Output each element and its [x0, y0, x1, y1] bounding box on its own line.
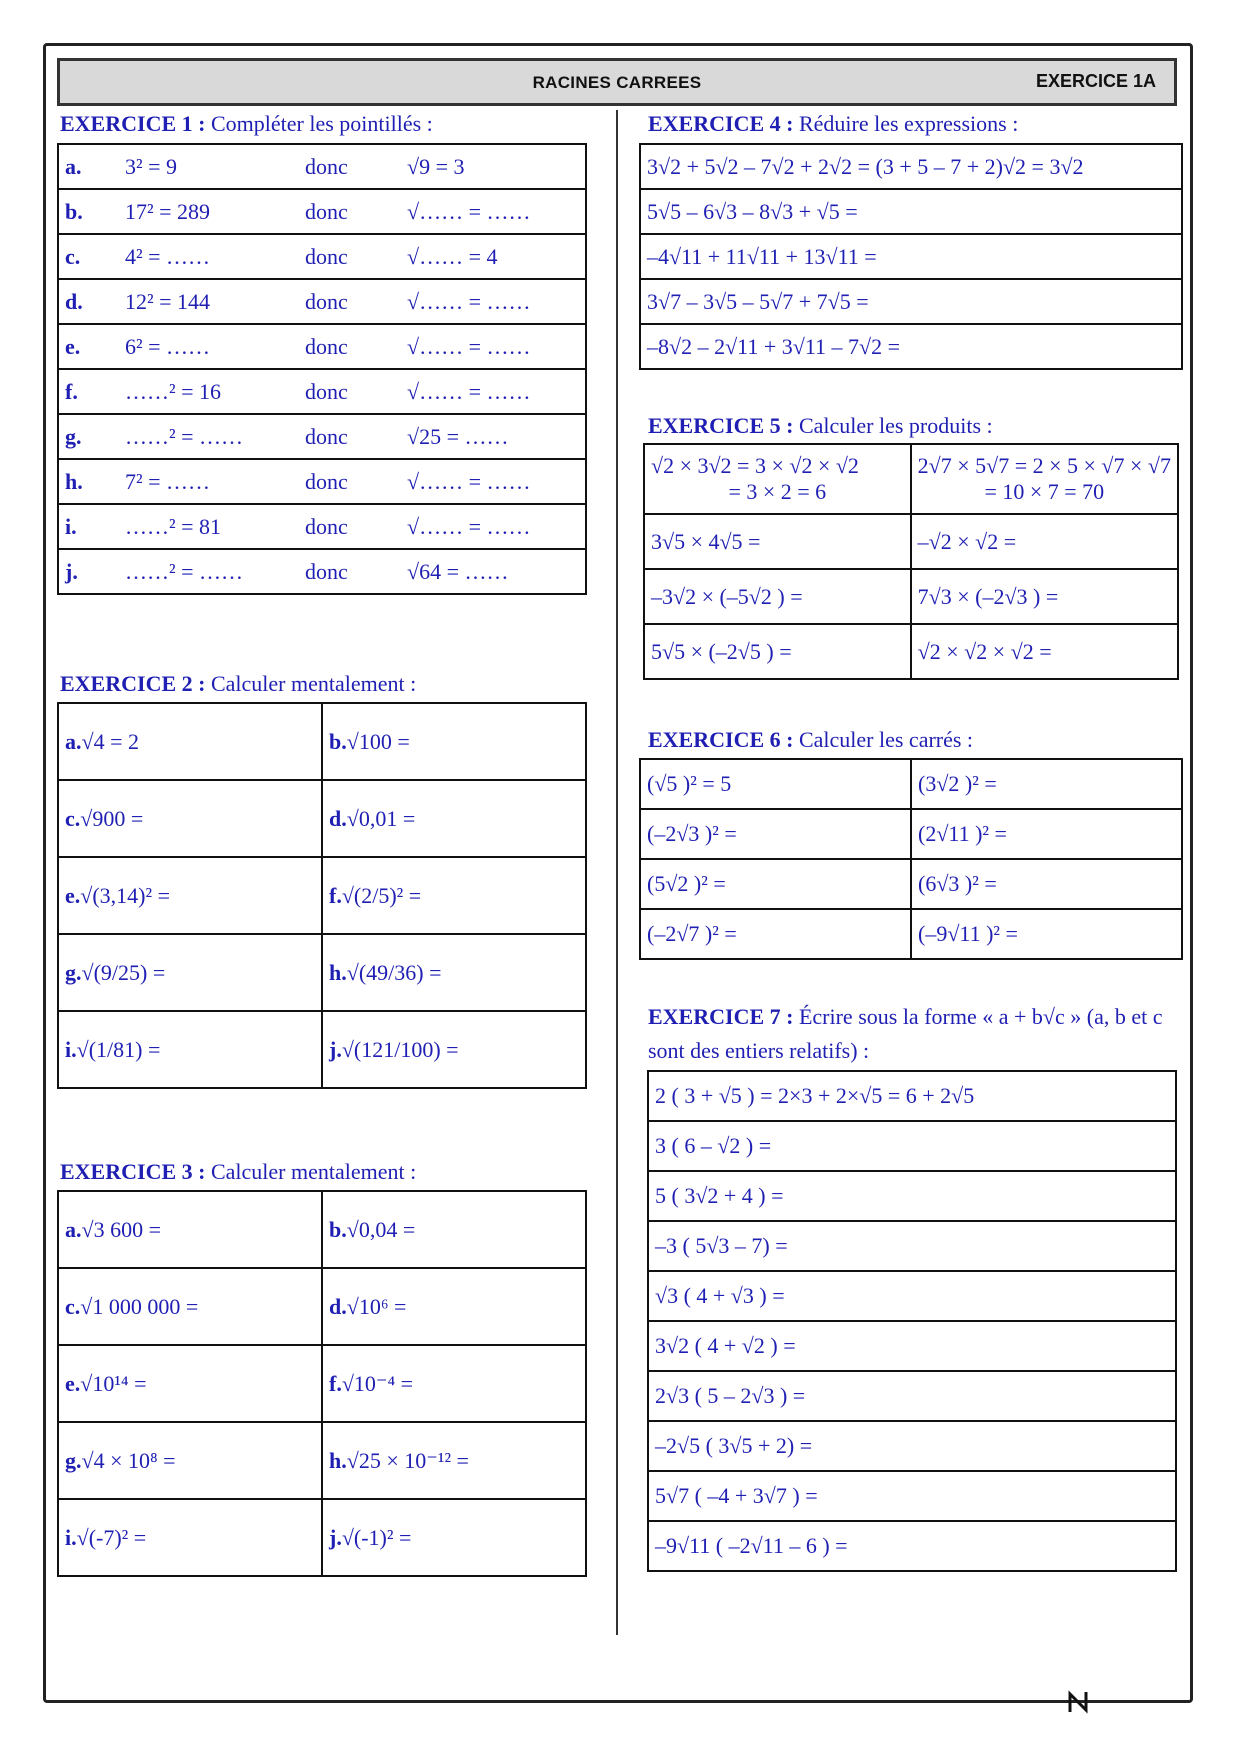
ex2-cell [322, 857, 586, 934]
ex2-cell [322, 703, 586, 780]
ex2-expr: √(9/25) = [81, 959, 166, 985]
ex1-right: √…… = …… [401, 369, 586, 414]
ex5-cell [644, 624, 911, 679]
ex3-title [60, 1159, 416, 1185]
ex3-row [58, 1499, 586, 1576]
ex1-donc: donc [299, 324, 401, 369]
ex2-cell [58, 703, 322, 780]
ex1-donc: donc [299, 189, 401, 234]
ex3-label: g. [65, 1447, 82, 1473]
ex7-expr: –2√5 ( 3√5 + 2) = [648, 1421, 1176, 1471]
ex1-right: √9 = 3 [401, 144, 586, 189]
ex7-expr: –3 ( 5√3 – 7) = [648, 1221, 1176, 1271]
ex3-cell [58, 1345, 322, 1422]
ex5-line1: √2 × 3√2 = 3 × √2 × √2 [651, 453, 859, 478]
ex2-cell [322, 780, 586, 857]
ex7-row [648, 1121, 1176, 1171]
ex1-left: 17² = 289 [119, 189, 299, 234]
ex3-expr: √10⁶ = [346, 1293, 407, 1319]
ex7-row [648, 1521, 1176, 1571]
ex2-expr: √(121/100) = [341, 1036, 459, 1062]
ex7-heading: EXERCICE 7 : [648, 1004, 794, 1029]
ex1-donc: donc [299, 504, 401, 549]
ex5-cell [644, 514, 911, 569]
ex7-row [648, 1371, 1176, 1421]
ex1-row [58, 414, 586, 459]
ex7-title [648, 1000, 1178, 1068]
ex1-row [58, 459, 586, 504]
ex4-row [640, 189, 1182, 234]
ex2-row [58, 934, 586, 1011]
ex5-line2: = 10 × 7 = 70 [984, 479, 1105, 504]
ex3-table [57, 1190, 587, 1577]
ex3-label: f. [329, 1370, 342, 1396]
exercise-code: EXERCICE 1A [1035, 71, 1156, 91]
ex1-donc: donc [299, 279, 401, 324]
ex4-row [640, 279, 1182, 324]
ex5-table [643, 443, 1179, 680]
ex1-left: 6² = …… [119, 324, 299, 369]
ex1-left: ……² = …… [119, 549, 299, 594]
ex2-expr: √(3,14)² = [80, 882, 170, 908]
ex3-expr: √(-1)² = [341, 1524, 412, 1550]
ex4-row [640, 234, 1182, 279]
ex3-label: e. [65, 1370, 81, 1396]
ex3-heading: EXERCICE 3 : [60, 1159, 206, 1184]
ex3-expr: √1 000 000 = [80, 1293, 199, 1319]
ex6-cell: (√5 )² = 5 [640, 759, 911, 809]
page-title: RACINES CARREES [532, 73, 702, 92]
ex2-label: c. [65, 805, 81, 831]
ex1-row [58, 324, 586, 369]
ex1-label: j. [58, 549, 119, 594]
ex3-cell [322, 1268, 586, 1345]
ex2-cell [58, 1011, 322, 1088]
ex3-cell [322, 1499, 586, 1576]
ex1-label: b. [58, 189, 119, 234]
ex3-row [58, 1345, 586, 1422]
ex1-donc: donc [299, 414, 401, 459]
ex6-cell: (2√11 )² = [911, 809, 1182, 859]
ex4-row [640, 144, 1182, 189]
ex1-label: c. [58, 234, 119, 279]
ex2-label: f. [329, 882, 342, 908]
ex7-expr: √3 ( 4 + √3 ) = [648, 1271, 1176, 1321]
ex7-row [648, 1221, 1176, 1271]
ex1-row [58, 279, 586, 324]
ex4-expr: 3√7 – 3√5 – 5√7 + 7√5 = [640, 279, 1182, 324]
ex1-left: ……² = 81 [119, 504, 299, 549]
ex1-right: √64 = …… [401, 549, 586, 594]
ex5-cell [911, 444, 1178, 514]
ex7-expr: 5 ( 3√2 + 4 ) = [648, 1171, 1176, 1221]
ex1-left: 4² = …… [119, 234, 299, 279]
ex1-left: 12² = 144 [119, 279, 299, 324]
ex2-title [60, 671, 416, 697]
ex4-heading: EXERCICE 4 : [648, 111, 794, 136]
ex4-expr: –8√2 – 2√11 + 3√11 – 7√2 = [640, 324, 1182, 369]
ex2-expr: √(49/36) = [346, 959, 442, 985]
ex2-row [58, 780, 586, 857]
ex7-row [648, 1321, 1176, 1371]
ex2-expr: √4 = 2 [81, 728, 139, 754]
ex4-row [640, 324, 1182, 369]
ex6-row [640, 859, 1182, 909]
ex1-label: d. [58, 279, 119, 324]
ex4-table [639, 143, 1183, 370]
ex7-expr: 2√3 ( 5 – 2√3 ) = [648, 1371, 1176, 1421]
ex1-label: h. [58, 459, 119, 504]
ex1-heading: EXERCICE 1 : [60, 111, 206, 136]
ex1-donc: donc [299, 459, 401, 504]
ex3-label: i. [65, 1524, 77, 1550]
ex3-cell [322, 1191, 586, 1268]
ex1-left: ……² = 16 [119, 369, 299, 414]
ex1-label: a. [58, 144, 119, 189]
ex5-row [644, 624, 1178, 679]
ex3-expr: √3 600 = [81, 1216, 161, 1242]
ex2-label: e. [65, 882, 81, 908]
ex7-table [647, 1070, 1177, 1572]
ex3-label: d. [329, 1293, 347, 1319]
ex1-left: ……² = …… [119, 414, 299, 459]
ex1-label: g. [58, 414, 119, 459]
ex6-cell: (3√2 )² = [911, 759, 1182, 809]
ex5-cell [911, 514, 1178, 569]
ex3-label: a. [65, 1216, 82, 1242]
ex1-right: √…… = 4 [401, 234, 586, 279]
ex2-label: a. [65, 728, 82, 754]
ex2-label: i. [65, 1036, 77, 1062]
ex2-row [58, 857, 586, 934]
ex3-cell [58, 1499, 322, 1576]
ex2-cell [322, 934, 586, 1011]
ex2-label: b. [329, 728, 347, 754]
ex5-line1: 7√3 × (–2√3 ) = [917, 583, 1059, 609]
ex2-heading: EXERCICE 2 : [60, 671, 206, 696]
ex1-row [58, 549, 586, 594]
ex1-right: √…… = …… [401, 279, 586, 324]
ex3-label: h. [329, 1447, 347, 1473]
ex1-label: f. [58, 369, 119, 414]
ex3-label: j. [329, 1524, 342, 1550]
ex1-left: 7² = …… [119, 459, 299, 504]
ex7-row [648, 1171, 1176, 1221]
ex2-row [58, 703, 586, 780]
ex2-expr: √0,01 = [346, 805, 416, 831]
ex2-expr: √(1/81) = [76, 1036, 161, 1062]
ex3-label: c. [65, 1293, 81, 1319]
ex1-right: √…… = …… [401, 189, 586, 234]
ex1-right: √25 = …… [401, 414, 586, 459]
ex7-expr: 2 ( 3 + √5 ) = 2×3 + 2×√5 = 6 + 2√5 [648, 1071, 1176, 1121]
ex5-row [644, 444, 1178, 514]
ex5-heading: EXERCICE 5 : [648, 413, 794, 438]
ex3-cell [58, 1191, 322, 1268]
ex5-row [644, 569, 1178, 624]
ex5-line1: 2√7 × 5√7 = 2 × 5 × √7 × √7 [917, 453, 1171, 478]
ex3-row [58, 1268, 586, 1345]
ex5-line1: –3√2 × (–5√2 ) = [651, 583, 803, 609]
ex7-row [648, 1471, 1176, 1521]
ex5-line1: –√2 × √2 = [917, 528, 1017, 554]
ex3-expr: √4 × 10⁸ = [81, 1447, 176, 1473]
ex6-table [639, 758, 1183, 960]
ex5-title [648, 413, 993, 439]
corner-mark [1068, 1690, 1088, 1714]
ex4-expr: –4√11 + 11√11 + 13√11 = [640, 234, 1182, 279]
ex2-expr: √(2/5)² = [341, 882, 422, 908]
ex3-expr: √10⁻⁴ = [341, 1370, 414, 1396]
ex7-expr: 5√7 ( –4 + 3√7 ) = [648, 1471, 1176, 1521]
ex2-expr: √100 = [346, 728, 410, 754]
ex6-cell: (–2√3 )² = [640, 809, 911, 859]
ex7-row [648, 1421, 1176, 1471]
ex5-line1: √2 × √2 × √2 = [917, 638, 1052, 664]
ex2-row [58, 1011, 586, 1088]
ex1-row [58, 234, 586, 279]
ex1-donc: donc [299, 144, 401, 189]
ex2-expr: √900 = [80, 805, 144, 831]
ex3-instruction: Calculer mentalement : [210, 1159, 417, 1184]
ex7-instruction: Écrire sous la forme « a + b√c » (a, b et c sont des entiers relatifs) : [648, 1004, 1163, 1063]
ex4-instruction: Réduire les expressions : [798, 111, 1019, 136]
ex6-row [640, 809, 1182, 859]
ex2-cell [322, 1011, 586, 1088]
ex3-expr: √25 × 10⁻¹² = [346, 1447, 469, 1473]
ex3-expr: √(-7)² = [76, 1524, 147, 1550]
ex7-row [648, 1071, 1176, 1121]
ex1-donc: donc [299, 369, 401, 414]
ex1-instruction: Compléter les pointillés : [210, 111, 433, 136]
ex1-table [57, 143, 587, 595]
ex1-left: 3² = 9 [119, 144, 299, 189]
ex3-cell [58, 1268, 322, 1345]
ex6-heading: EXERCICE 6 : [648, 727, 794, 752]
ex2-label: j. [329, 1036, 342, 1062]
ex1-row [58, 144, 586, 189]
ex1-row [58, 369, 586, 414]
ex1-row [58, 189, 586, 234]
ex3-row [58, 1191, 586, 1268]
ex2-label: g. [65, 959, 82, 985]
ex1-title [60, 111, 433, 137]
ex2-instruction: Calculer mentalement : [210, 671, 417, 696]
ex6-cell: (–2√7 )² = [640, 909, 911, 959]
ex6-cell: (6√3 )² = [911, 859, 1182, 909]
ex7-expr: 3√2 ( 4 + √2 ) = [648, 1321, 1176, 1371]
ex5-row [644, 514, 1178, 569]
ex4-expr: 3√2 + 5√2 – 7√2 + 2√2 = (3 + 5 – 7 + 2)√2 = 3√2 [640, 144, 1182, 189]
ex2-label: d. [329, 805, 347, 831]
ex1-donc: donc [299, 549, 401, 594]
ex5-line1: 3√5 × 4√5 = [651, 528, 761, 554]
ex1-label: i. [58, 504, 119, 549]
ex3-cell [322, 1345, 586, 1422]
ex6-row [640, 909, 1182, 959]
ex3-cell [322, 1422, 586, 1499]
ex1-label: e. [58, 324, 119, 369]
ex3-cell [58, 1422, 322, 1499]
ex6-cell: (–9√11 )² = [911, 909, 1182, 959]
ex5-instruction: Calculer les produits : [798, 413, 993, 438]
ex7-row [648, 1271, 1176, 1321]
ex2-label: h. [329, 959, 347, 985]
page-header [57, 58, 1177, 106]
ex6-cell: (5√2 )² = [640, 859, 911, 909]
ex1-right: √…… = …… [401, 504, 586, 549]
ex2-cell [58, 780, 322, 857]
ex5-cell [644, 569, 911, 624]
ex2-table [57, 702, 587, 1089]
ex1-row [58, 504, 586, 549]
column-divider [616, 110, 618, 1635]
ex5-cell [911, 569, 1178, 624]
ex4-expr: 5√5 – 6√3 – 8√3 + √5 = [640, 189, 1182, 234]
ex3-row [58, 1422, 586, 1499]
ex2-cell [58, 934, 322, 1011]
ex5-line1: 5√5 × (–2√5 ) = [651, 638, 792, 664]
ex6-instruction: Calculer les carrés : [798, 727, 974, 752]
ex4-title [648, 111, 1018, 137]
ex5-cell [644, 444, 911, 514]
ex5-cell [911, 624, 1178, 679]
ex3-expr: √0,04 = [346, 1216, 416, 1242]
ex1-right: √…… = …… [401, 324, 586, 369]
ex1-donc: donc [299, 234, 401, 279]
ex5-line2: = 3 × 2 = 6 [728, 479, 827, 504]
ex6-row [640, 759, 1182, 809]
ex7-expr: –9√11 ( –2√11 – 6 ) = [648, 1521, 1176, 1571]
ex7-expr: 3 ( 6 – √2 ) = [648, 1121, 1176, 1171]
ex2-cell [58, 857, 322, 934]
ex6-title [648, 727, 973, 753]
ex3-expr: √10¹⁴ = [80, 1370, 147, 1396]
ex1-right: √…… = …… [401, 459, 586, 504]
ex3-label: b. [329, 1216, 347, 1242]
